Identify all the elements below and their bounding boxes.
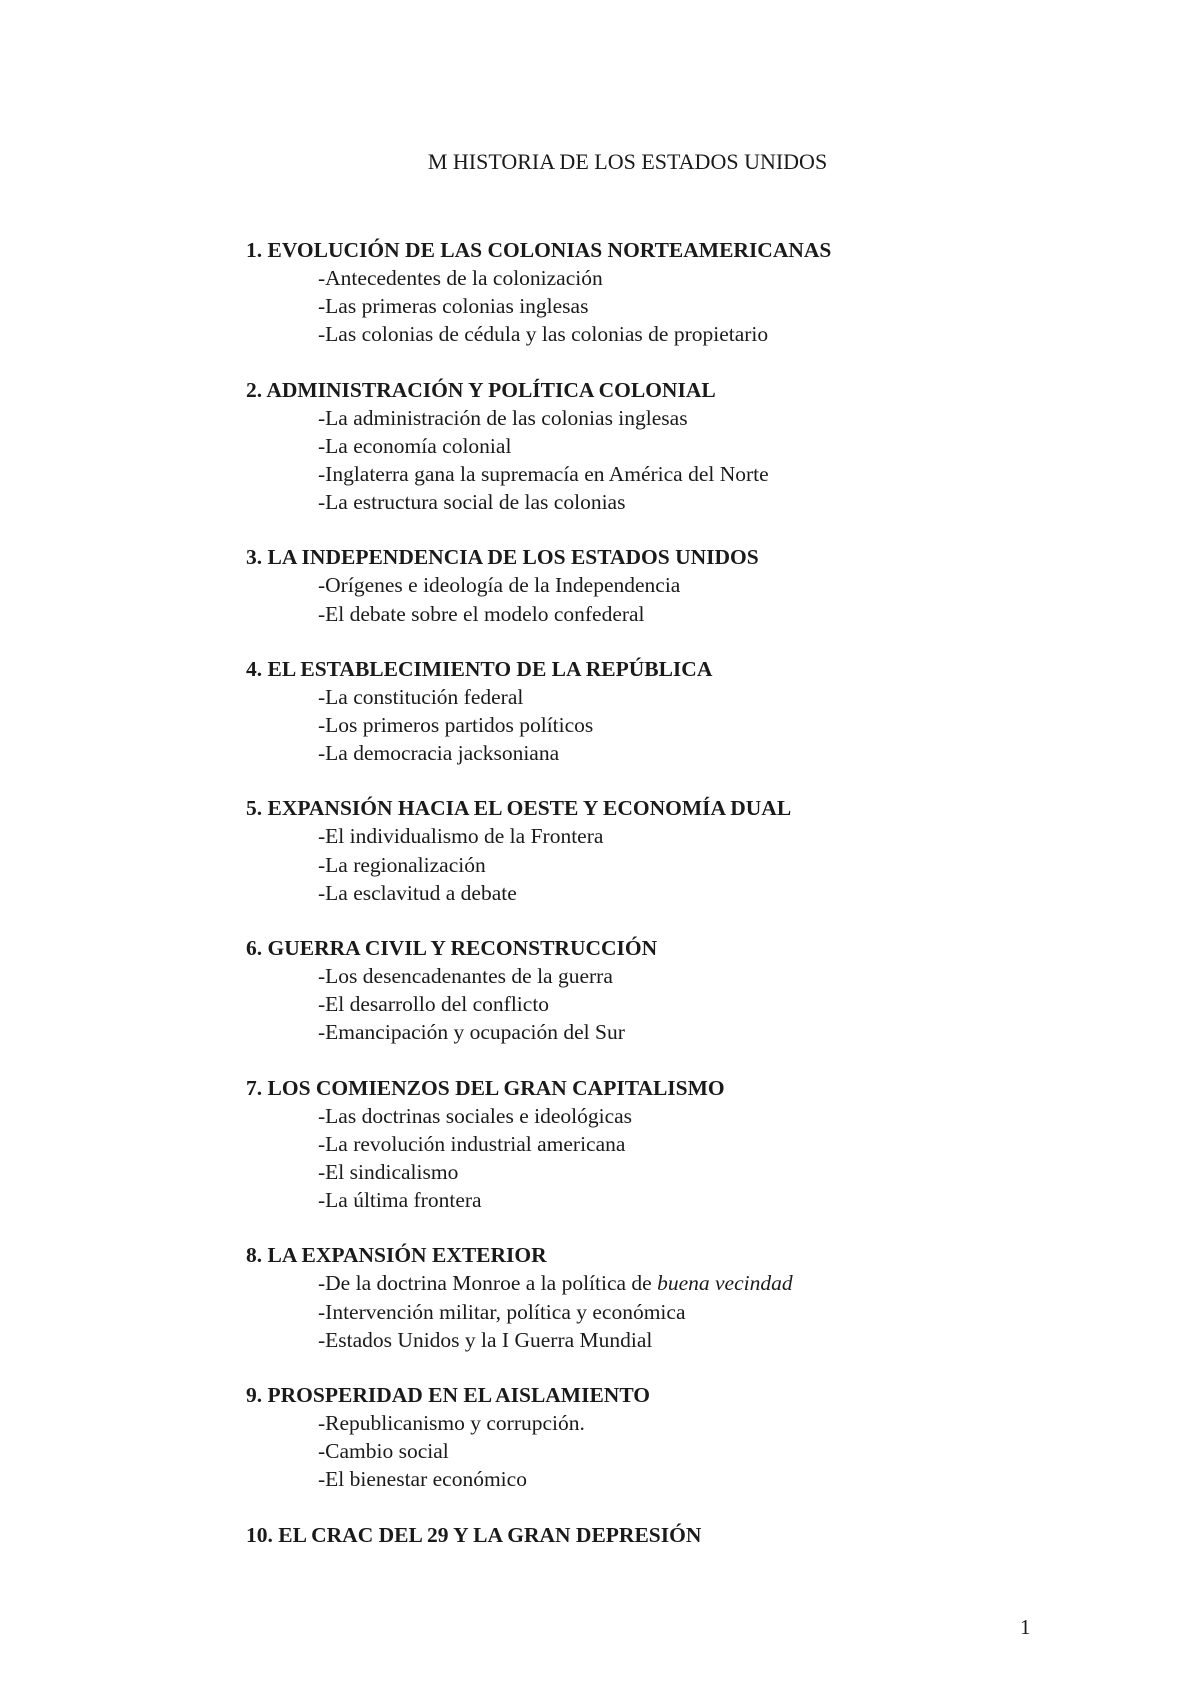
section-item-list: [246, 1102, 1146, 1215]
list-item: [318, 571, 1146, 599]
list-item: [318, 1186, 1146, 1214]
item-text: -La revolución industrial americana: [318, 1131, 626, 1156]
section-heading: 2. ADMINISTRACIÓN Y POLÍTICA COLONIAL: [246, 377, 716, 402]
section: [246, 934, 1146, 1047]
section: [246, 1381, 1146, 1494]
section-heading: 4. EL ESTABLECIMIENTO DE LA REPÚBLICA: [246, 656, 713, 681]
list-item: [318, 1465, 1146, 1493]
section: [246, 794, 1146, 907]
list-item: [318, 1326, 1146, 1354]
item-text: -Las primeras colonias inglesas: [318, 294, 589, 319]
item-text: -El debate sobre el modelo confederal: [318, 601, 645, 626]
section-heading: 9. PROSPERIDAD EN EL AISLAMIENTO: [246, 1383, 651, 1408]
list-item: [318, 292, 1146, 320]
section: [246, 1521, 1146, 1549]
item-text: -El bienestar económico: [318, 1467, 527, 1492]
section-item-list: [246, 1409, 1146, 1494]
item-text: -Emancipación y ocupación del Sur: [318, 1020, 625, 1045]
list-item: [318, 1437, 1146, 1465]
section: [246, 1074, 1146, 1215]
section: [246, 543, 1146, 627]
list-item: [318, 1269, 1146, 1297]
item-text: -El sindicalismo: [318, 1160, 459, 1185]
item-text: -Estados Unidos y la I Guerra Mundial: [318, 1327, 653, 1352]
list-item: [318, 851, 1146, 879]
item-text: -Las colonias de cédula y las colonias de propietario: [318, 322, 769, 347]
section-heading: 6. GUERRA CIVIL Y RECONSTRUCCIÓN: [246, 936, 658, 961]
section-item-list: [246, 571, 1146, 627]
section-item-list: [246, 962, 1146, 1047]
list-item: [318, 1130, 1146, 1158]
item-text: -El desarrollo del conflicto: [318, 992, 550, 1017]
section: [246, 236, 1146, 349]
item-text: -Los primeros partidos políticos: [318, 713, 594, 738]
item-text: -La esclavitud a debate: [318, 880, 517, 905]
item-text: -Antecedentes de la colonización: [318, 266, 603, 290]
section-item-list: [246, 404, 1146, 517]
item-text: -La democracia jacksoniana: [318, 741, 560, 766]
list-item: [318, 822, 1146, 850]
item-text: -La última frontera: [318, 1188, 482, 1213]
item-text: -Cambio social: [318, 1439, 449, 1464]
list-item: [318, 962, 1146, 990]
item-text: -La regionalización: [318, 852, 486, 877]
item-text: -Republicanismo y corrupción.: [318, 1411, 585, 1436]
list-item: [318, 711, 1146, 739]
item-text: -De la doctrina Monroe a la política de: [318, 1271, 658, 1296]
list-item: [318, 1409, 1146, 1437]
list-item: [318, 990, 1146, 1018]
section-item-list: [246, 822, 1146, 907]
list-item: [318, 739, 1146, 767]
section-item-list: [246, 1269, 1146, 1354]
list-item: [318, 264, 1146, 292]
item-text: -Intervención militar, política y económica: [318, 1299, 686, 1324]
list-item: [318, 879, 1146, 907]
list-item: [318, 1102, 1146, 1130]
list-item: [318, 683, 1146, 711]
list-item: [318, 460, 1146, 488]
item-emphasis: buena vecindad: [657, 1271, 793, 1296]
item-text: -Las doctrinas sociales e ideológicas: [318, 1103, 633, 1128]
section-heading: 3. LA INDEPENDENCIA DE LOS ESTADOS UNIDOS: [246, 545, 759, 570]
list-item: [318, 1018, 1146, 1046]
section-heading: 5. EXPANSIÓN HACIA EL OESTE Y ECONOMÍA DUAL: [246, 796, 792, 821]
section-heading: 1. EVOLUCIÓN DE LAS COLONIAS NORTEAMERICANAS: [246, 238, 832, 262]
list-item: [318, 404, 1146, 432]
section-list: [246, 236, 1146, 1576]
item-text: -Inglaterra gana la supremacía en América del Norte: [318, 462, 769, 487]
section: [246, 1241, 1146, 1354]
section-heading: 7. LOS COMIENZOS DEL GRAN CAPITALISMO: [246, 1075, 725, 1100]
list-item: [318, 1298, 1146, 1326]
section: [246, 655, 1146, 768]
item-text: -Los desencadenantes de la guerra: [318, 964, 613, 989]
list-item: [318, 432, 1146, 460]
section: [246, 376, 1146, 517]
list-item: [318, 320, 1146, 348]
list-item: [318, 1158, 1146, 1186]
item-text: -Orígenes e ideología de la Independencia: [318, 573, 681, 598]
item-text: -La constitución federal: [318, 684, 524, 709]
document-title: M HISTORIA DE LOS ESTADOS UNIDOS: [427, 149, 828, 174]
section-item-list: [246, 264, 1146, 349]
section-item-list: [246, 683, 1146, 768]
item-text: -La estructura social de las colonias: [318, 490, 626, 515]
section-heading: 10. EL CRAC DEL 29 Y LA GRAN DEPRESIÓN: [246, 1522, 702, 1547]
list-item: [318, 488, 1146, 516]
page-number: 1: [1020, 1615, 1031, 1639]
section-heading: 8. LA EXPANSIÓN EXTERIOR: [246, 1243, 547, 1268]
item-text: -El individualismo de la Frontera: [318, 824, 604, 849]
item-text: -La economía colonial: [318, 433, 512, 458]
list-item: [318, 600, 1146, 628]
item-text: -La administración de las colonias inglesas: [318, 405, 688, 430]
